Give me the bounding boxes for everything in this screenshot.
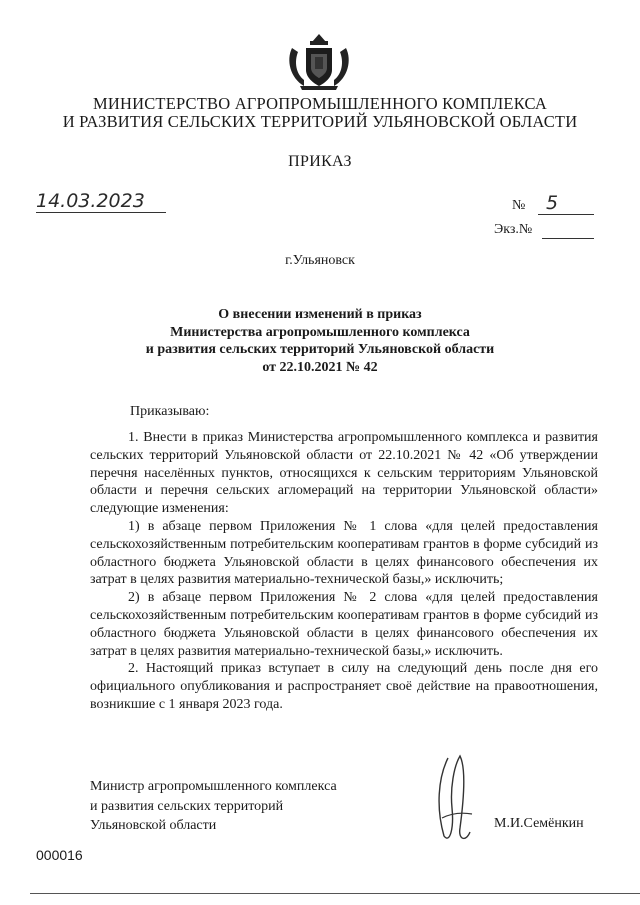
number-handwritten: 5 bbox=[546, 192, 559, 214]
document-body bbox=[90, 429, 598, 714]
date-handwritten: 14.03.2023 bbox=[36, 190, 145, 212]
copy-number-field bbox=[542, 222, 594, 239]
copy-number-label: Экз.№ bbox=[494, 222, 533, 237]
ministry-name-line-1: МИНИСТЕРСТВО АГРОПРОМЫШЛЕННОГО КОМПЛЕКСА bbox=[93, 94, 547, 113]
document-type: ПРИКАЗ bbox=[288, 153, 352, 170]
order-word: Приказываю: bbox=[130, 404, 210, 419]
position-line-1: Министр агропромышленного комплекса bbox=[90, 779, 337, 794]
signatory-position bbox=[90, 777, 390, 836]
coat-of-arms-icon bbox=[282, 30, 356, 92]
ministry-name-line-2: И РАЗВИТИЯ СЕЛЬСКИХ ТЕРРИТОРИЙ УЛЬЯНОВСКОЙ ОБЛАСТИ bbox=[62, 112, 578, 131]
date-field bbox=[36, 190, 166, 213]
paragraph-4: 2. Настоящий приказ вступает в силу на следующий день после дня его официального опубликования и распространяет своё действие на правоотношения, возникшие с 1 января 2023 года. bbox=[90, 661, 598, 712]
number-label: № bbox=[512, 198, 526, 213]
footer-divider bbox=[30, 893, 640, 894]
document-subject bbox=[100, 306, 540, 376]
subject-line-1: О внесении изменений в приказ bbox=[218, 307, 422, 322]
subject-line-3: и развития сельских территорий Ульяновской области bbox=[145, 342, 495, 357]
city: г.Ульяновск bbox=[285, 253, 355, 268]
number-field bbox=[538, 192, 594, 215]
handwritten-signature-icon bbox=[420, 748, 490, 848]
subject-line-4: от 22.10.2021 № 42 bbox=[262, 359, 378, 375]
paragraph-3: 2) в абзаце первом Приложения № 2 слова «для целей предоставления сельскохозяйственным потребительским кооперативам грантов в форме субсидий из областного бюджета Ульяновской области в целях финансового обеспечения их затрат в целях развития материально-технической базы,» исключить. bbox=[90, 590, 598, 659]
paragraph-2: 1) в абзаце первом Приложения № 1 слова «для целей предоставления сельскохозяйственным потребительским кооперативам грантов в форме субсидий из областного бюджета Ульяновской области в целях финансового обеспечения их затрат в целях развития материально-технической базы,» исключить; bbox=[90, 518, 598, 588]
position-line-2: и развития сельских территорий bbox=[90, 798, 284, 814]
document-code: 000016 bbox=[36, 847, 83, 863]
subject-line-2: Министерства агропромышленного комплекса bbox=[170, 324, 470, 340]
signatory-name: М.И.Семёнкин bbox=[494, 816, 584, 831]
paragraph-1: 1. Внести в приказ Министерства агропромышленного комплекса и развития сельских территорий Ульяновской области от 22.10.2021 № 42 «Об утверждении перечня населённых пунктов, относящихся к сельским территориям Ульяновской области и перечня сельских агломераций на территории Ульяновской области» следующие изменения: bbox=[90, 430, 598, 517]
position-line-3: Ульяновской области bbox=[90, 818, 217, 833]
